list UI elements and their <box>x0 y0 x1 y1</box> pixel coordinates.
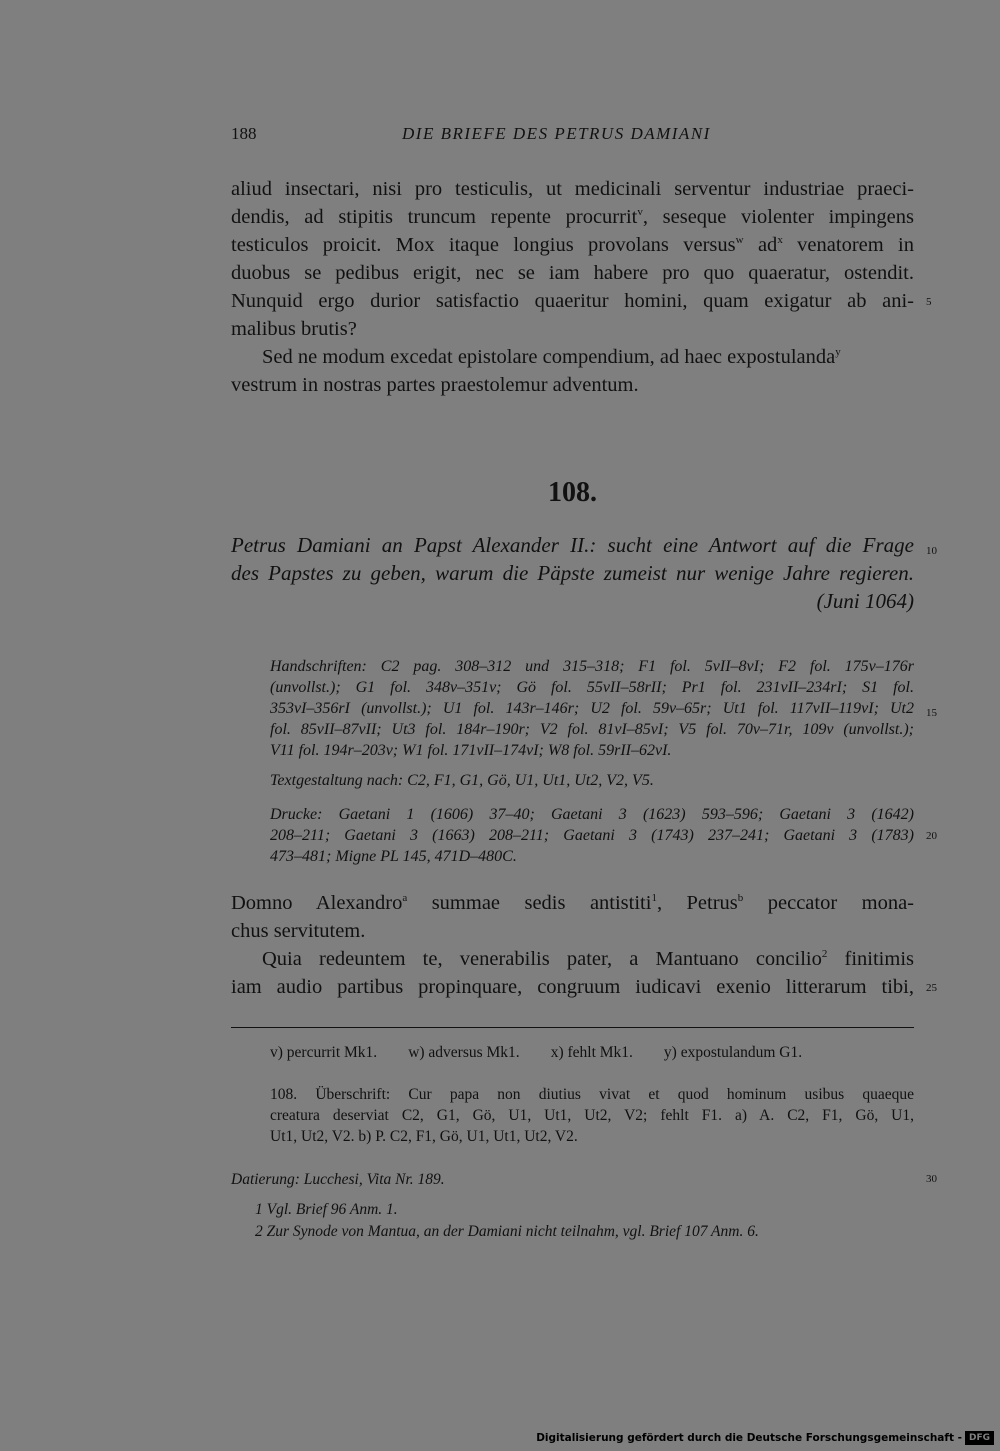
apparatus-entry: x) fehlt Mk1. <box>550 1044 633 1061</box>
line-number: 5 <box>926 296 932 308</box>
line-number: 30 <box>926 1173 937 1185</box>
text-line: duobus se pedibus erigit, nec se iam habere pro quo quaeratur, ostendit. <box>231 262 914 284</box>
apparatus-marker: y <box>835 346 841 359</box>
letter-number: 108. <box>548 477 597 508</box>
dfg-logo: DFG <box>965 1431 994 1445</box>
prints-line: Drucke: Gaetani 1 (1606) 37–40; Gaetani 3 (1623) 593–596; Gaetani 3 (1642) <box>270 806 914 823</box>
manuscripts-line: Handschriften: C2 pag. 308–312 und 315–318; F1 fol. 5vII–8vI; F2 fol. 175v–176r <box>270 658 914 675</box>
line-number: 15 <box>926 707 937 719</box>
manuscripts-line: fol. 85vII–87vII; Ut3 fol. 184r–190r; V2 fol. 81vI–85vI; V5 fol. 70v–71r, 109v (unvollst.); <box>270 721 914 738</box>
text-line: vestrum in nostras partes praestolemur adventum. <box>231 374 639 396</box>
prints-block <box>270 804 914 867</box>
footnote: 2 Zur Synode von Mantua, an der Damiani nicht teilnahm, vgl. Brief 107 Anm. 6. <box>255 1223 759 1240</box>
text-line: Quia redeuntem te, venerabilis pater, a Mantuano concilio$^2$ finitimis <box>262 948 914 970</box>
text-line: Nunquid ergo durior satisfactio quaeritur homini, quam exigatur ab ani- <box>231 290 914 312</box>
summary-date: (Juni 1064) <box>816 589 914 613</box>
prints-line: 473–481; Migne PL 145, 471D–480C. <box>270 848 517 865</box>
apparatus-marker: v <box>637 206 643 219</box>
line-number: 20 <box>926 830 937 842</box>
apparatus-line: Ut1, Ut2, V2. b) P. C2, F1, Gö, U1, Ut1, Ut2, V2. <box>270 1128 578 1145</box>
credit-text: Digitalisierung gefördert durch die Deutsche Forschungsgemeinschaft - <box>536 1432 962 1444</box>
summary-line: Petrus Damiani an Papst Alexander II.: sucht eine Antwort auf die Frage <box>231 533 914 557</box>
line-number: 10 <box>926 545 937 557</box>
apparatus-line: creatura deserviat C2, G1, Gö, U1, Ut1, Ut2, V2; fehlt F1. a) A. C2, F1, Gö, U1, <box>270 1107 914 1124</box>
dating-note: Datierung: Lucchesi, Vita Nr. 189. <box>231 1171 445 1188</box>
text-line: iam audio partibus propinquare, congruum iudicavi exenio litterarum tibi, <box>231 976 914 998</box>
text-line: testiculos proicit. Mox itaque longius provolans versus$^w$ $ad^x$ venatorem in <box>231 234 914 256</box>
summary-line: des Papstes zu geben, warum die Päpste zumeist nur wenige Jahre regieren. <box>231 561 914 585</box>
text-line: chus servitutem. <box>231 920 366 942</box>
letter-text-block <box>231 889 914 1001</box>
apparatus-line: 108. Überschrift: Cur papa non diutius vivat et quod hominum usibus quaeque <box>270 1086 914 1103</box>
digitization-credit <box>536 1431 994 1445</box>
apparatus-entry: w) adversus Mk1. <box>408 1044 520 1061</box>
running-title: DIE BRIEFE DES PETRUS DAMIANI <box>402 124 711 143</box>
apparatus-entry: y) expostulandum G1. <box>663 1044 803 1061</box>
letter-summary <box>231 531 914 615</box>
text-line: Domno Alexandro$^a$ summae sedis antistiti$^1$, Petrus$^b$ peccator mona- <box>231 892 915 914</box>
manuscripts-block <box>270 656 914 761</box>
apparatus-row <box>270 1042 914 1063</box>
prints-line: 208–211; Gaetani 3 (1663) 208–211; Gaetani 3 (1743) 237–241; Gaetani 3 (1783) <box>270 827 914 844</box>
footnote-marker: 1 <box>651 892 657 905</box>
manuscripts-line: (unvollst.); G1 fol. 348v–351v; Gö fol. 55vII–58rII; Pr1 fol. 231vII–234rI; S1 fol. <box>270 679 914 696</box>
apparatus-marker: a <box>402 892 408 905</box>
text-line: dendis, ad stipitis truncum repente procurrit$^v$, seseque violenter impingens <box>231 206 914 228</box>
apparatus-block <box>270 1084 914 1147</box>
footnote-separator <box>231 1027 914 1028</box>
top-text-block <box>231 175 914 399</box>
manuscripts-line: 353vI–356rI (unvollst.); U1 fol. 143r–146r; U2 fol. 59v–65r; Ut1 fol. 117vII–119vI; Ut2 <box>270 700 914 717</box>
apparatus-entry: v) percurrit Mk1. <box>270 1044 378 1061</box>
footnote: 1 Vgl. Brief 96 Anm. 1. <box>255 1201 398 1218</box>
text-line: aliud insectari, nisi pro testiculis, ut medicinali serventur industriae praeci- <box>231 178 914 200</box>
text-basis: Textgestaltung nach: C2, F1, G1, Gö, U1, Ut1, Ut2, V2, V5. <box>270 772 654 789</box>
footnote-marker: 2 <box>821 948 828 961</box>
text-line: malibus brutis? <box>231 318 357 340</box>
manuscripts-line: V11 fol. 194r–203v; W1 fol. 171vII–174vI; W8 fol. 59rII–62vI. <box>270 742 672 759</box>
text-line: Sed ne modum excedat epistolare compendium, ad haec expostulanda$^y$ <box>262 346 841 368</box>
apparatus-marker: x <box>777 234 783 247</box>
apparatus-marker: w <box>735 234 744 247</box>
line-number: 25 <box>926 982 937 994</box>
page-number: 188 <box>231 124 257 143</box>
apparatus-marker: b <box>737 892 744 905</box>
